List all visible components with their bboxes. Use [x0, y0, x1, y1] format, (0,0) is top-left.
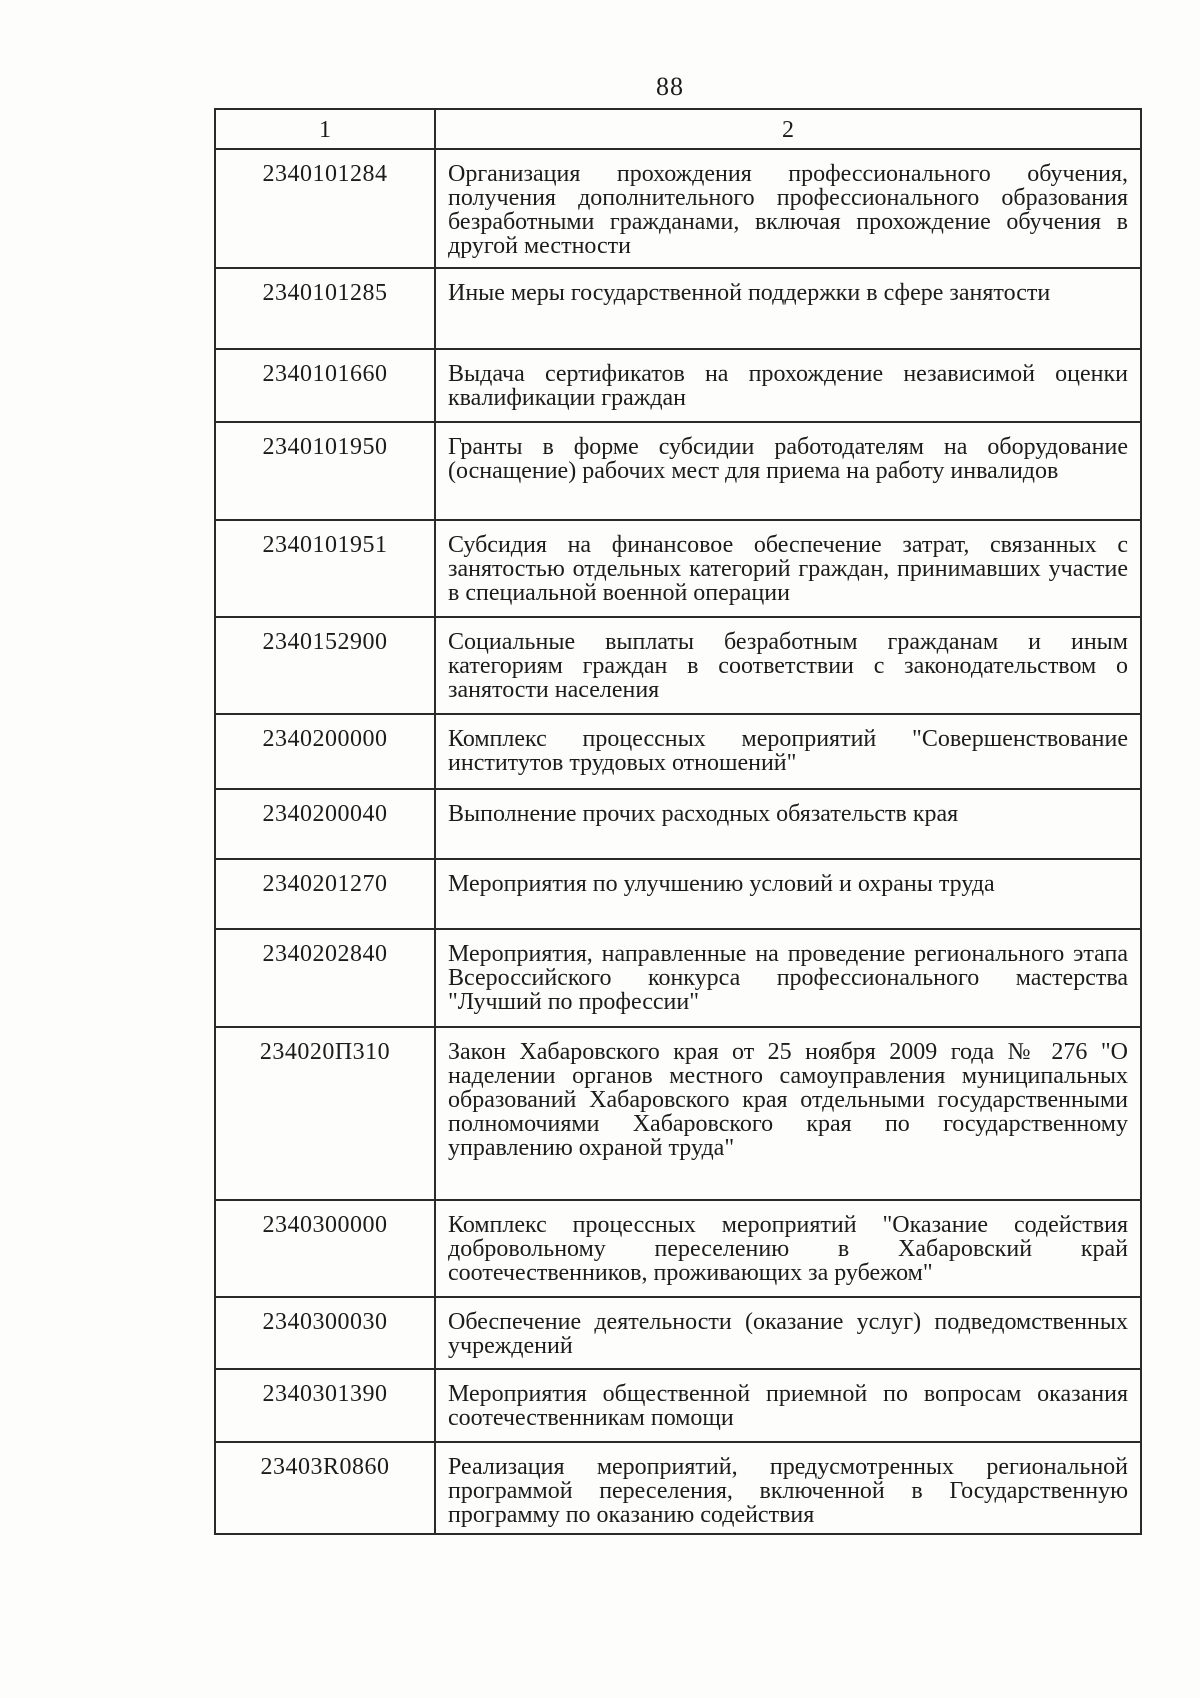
row-code: 2340101950: [215, 422, 435, 520]
row-code: 2340300030: [215, 1297, 435, 1369]
table-body: [215, 109, 1141, 1534]
row-code: 2340301390: [215, 1369, 435, 1442]
table-row: [215, 1297, 1141, 1369]
table-row: [215, 149, 1141, 268]
row-code: 2340101951: [215, 520, 435, 617]
row-name: Мероприятия общественной приемной по вопросам оказания соотечественникам помощи: [435, 1369, 1141, 1442]
row-code: 2340202840: [215, 929, 435, 1027]
table-row: [215, 349, 1141, 422]
row-code: 2340200040: [215, 789, 435, 859]
table-row: [215, 859, 1141, 929]
table-row: [215, 714, 1141, 789]
row-code: 2340101285: [215, 268, 435, 349]
row-name: Социальные выплаты безработным гражданам и иным категориям граждан в соответствии с законодательством о занятости населения: [435, 617, 1141, 714]
row-code: 2340201270: [215, 859, 435, 929]
table-row: [215, 789, 1141, 859]
table-row: [215, 1369, 1141, 1442]
row-name: Обеспечение деятельности (оказание услуг) подведомственных учреждений: [435, 1297, 1141, 1369]
row-name: Мероприятия по улучшению условий и охраны труда: [435, 859, 1141, 929]
row-name: Гранты в форме субсидии работодателям на оборудование (оснащение) рабочих мест для приема на работу инвалидов: [435, 422, 1141, 520]
table-row: [215, 520, 1141, 617]
row-code: 23403R0860: [215, 1442, 435, 1534]
row-name: Закон Хабаровского края от 25 ноября 2009 года № 276 "О наделении органов местного самоуправления муниципальных образований Хабаровского края отдельными государственными полномочиями Хабаровского края по государственному управлению охраной труда": [435, 1027, 1141, 1200]
budget-table: [214, 108, 1142, 1535]
row-name: Иные меры государственной поддержки в сфере занятости: [435, 268, 1141, 349]
row-name: Комплекс процессных мероприятий "Оказание содействия добровольному переселению в Хабаровский край соотечественников, проживающих за рубежом": [435, 1200, 1141, 1297]
table-row: [215, 617, 1141, 714]
row-name: Комплекс процессных мероприятий "Совершенствование институтов трудовых отношений": [435, 714, 1141, 789]
row-name: Мероприятия, направленные на проведение регионального этапа Всероссийского конкурса профессионального мастерства "Лучший по профессии": [435, 929, 1141, 1027]
row-code: 2340101660: [215, 349, 435, 422]
row-name: Выдача сертификатов на прохождение независимой оценки квалификации граждан: [435, 349, 1141, 422]
table-row: [215, 1200, 1141, 1297]
row-code: 2340300000: [215, 1200, 435, 1297]
table-row: [215, 268, 1141, 349]
row-code: 234020П310: [215, 1027, 435, 1200]
row-name: Выполнение прочих расходных обязательств края: [435, 789, 1141, 859]
table-header-row: [215, 109, 1141, 149]
row-code: 2340101284: [215, 149, 435, 268]
row-name: Организация прохождения профессионального обучения, получения дополнительного профессионального образования безработными гражданами, включая прохождение обучения в другой местности: [435, 149, 1141, 268]
row-code: 2340152900: [215, 617, 435, 714]
row-code: 2340200000: [215, 714, 435, 789]
column-header-code: 1: [215, 109, 435, 149]
table-row: [215, 422, 1141, 520]
table-row: [215, 929, 1141, 1027]
table-row: [215, 1442, 1141, 1534]
table-row: [215, 1027, 1141, 1200]
column-header-name: 2: [435, 109, 1141, 149]
page-number: 88: [656, 72, 684, 101]
row-name: Реализация мероприятий, предусмотренных региональной программой переселения, включенной в Государственную программу по оказанию содействия: [435, 1442, 1141, 1534]
row-name: Субсидия на финансовое обеспечение затрат, связанных с занятостью отдельных категорий граждан, принимавших участие в специальной военной операции: [435, 520, 1141, 617]
